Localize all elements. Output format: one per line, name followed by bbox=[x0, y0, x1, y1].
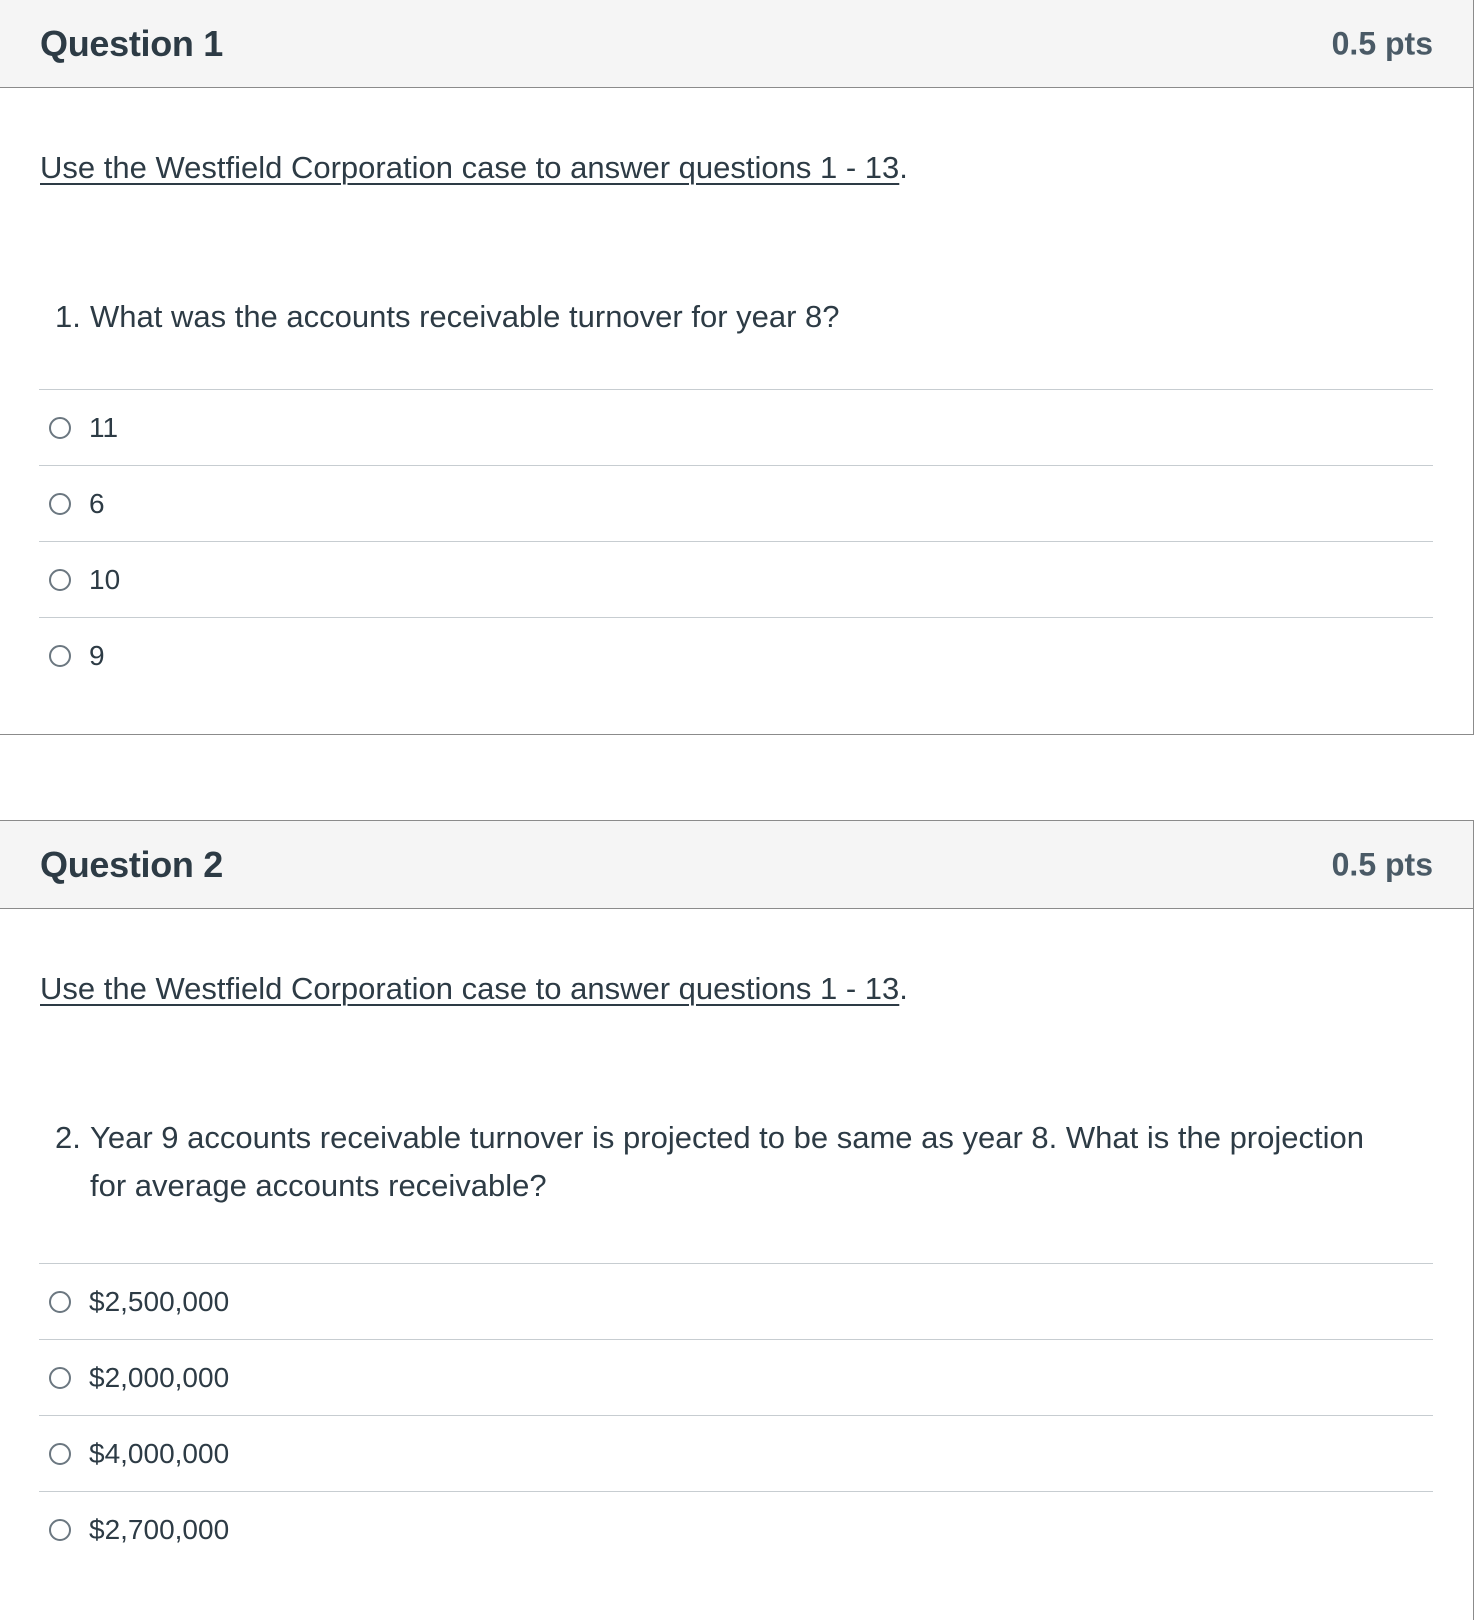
answer-option[interactable] bbox=[39, 1415, 1433, 1491]
answer-label: 10 bbox=[89, 563, 121, 595]
answer-option[interactable] bbox=[39, 617, 1433, 693]
radio-button[interactable] bbox=[49, 1519, 71, 1541]
question-title: Question 1 bbox=[40, 22, 224, 64]
radio-button[interactable] bbox=[49, 1291, 71, 1313]
case-link-suffix: . bbox=[899, 150, 908, 185]
question-2 bbox=[0, 820, 1474, 1620]
case-instruction bbox=[40, 150, 908, 186]
question-header bbox=[0, 821, 1473, 909]
question-points: 0.5 pts bbox=[1331, 25, 1433, 61]
question-text-line1: What was the accounts receivable turnover for year 8? bbox=[90, 299, 840, 334]
question-text bbox=[55, 1114, 1395, 1210]
question-header bbox=[0, 0, 1473, 88]
answer-label: $4,000,000 bbox=[89, 1437, 230, 1469]
answer-option[interactable] bbox=[39, 389, 1433, 465]
answer-option[interactable] bbox=[39, 465, 1433, 541]
question-title: Question 2 bbox=[40, 843, 224, 885]
radio-button[interactable] bbox=[49, 569, 71, 591]
answer-list bbox=[39, 1263, 1433, 1567]
answer-option[interactable] bbox=[39, 1339, 1433, 1415]
case-instruction bbox=[40, 971, 908, 1007]
case-link-suffix: . bbox=[899, 971, 908, 1006]
question-number: 1. bbox=[55, 299, 81, 334]
answer-option[interactable] bbox=[39, 1263, 1433, 1339]
question-text bbox=[55, 293, 1395, 341]
radio-button[interactable] bbox=[49, 1367, 71, 1389]
answer-label: $2,000,000 bbox=[89, 1361, 230, 1393]
case-link[interactable]: Use the Westfield Corporation case to answer questions 1 - 13 bbox=[40, 150, 900, 185]
question-text-line2: for average accounts receivable? bbox=[90, 1168, 547, 1203]
case-link[interactable]: Use the Westfield Corporation case to answer questions 1 - 13 bbox=[40, 971, 900, 1006]
answer-label: 11 bbox=[89, 411, 119, 443]
radio-button[interactable] bbox=[49, 1443, 71, 1465]
answer-label: 9 bbox=[89, 639, 105, 671]
radio-button[interactable] bbox=[49, 417, 71, 439]
answer-option[interactable] bbox=[39, 541, 1433, 617]
answer-option[interactable] bbox=[39, 1491, 1433, 1567]
answer-label: $2,700,000 bbox=[89, 1513, 230, 1545]
question-points: 0.5 pts bbox=[1331, 846, 1433, 882]
answer-label: $2,500,000 bbox=[89, 1285, 230, 1317]
radio-button[interactable] bbox=[49, 645, 71, 667]
answer-label: 6 bbox=[89, 487, 105, 519]
answer-list bbox=[39, 389, 1433, 693]
question-number: 2. bbox=[55, 1120, 81, 1155]
question-text-line1: Year 9 accounts receivable turnover is projected to be same as year 8. What is the projection bbox=[90, 1120, 1364, 1155]
question-1 bbox=[0, 0, 1474, 735]
radio-button[interactable] bbox=[49, 493, 71, 515]
